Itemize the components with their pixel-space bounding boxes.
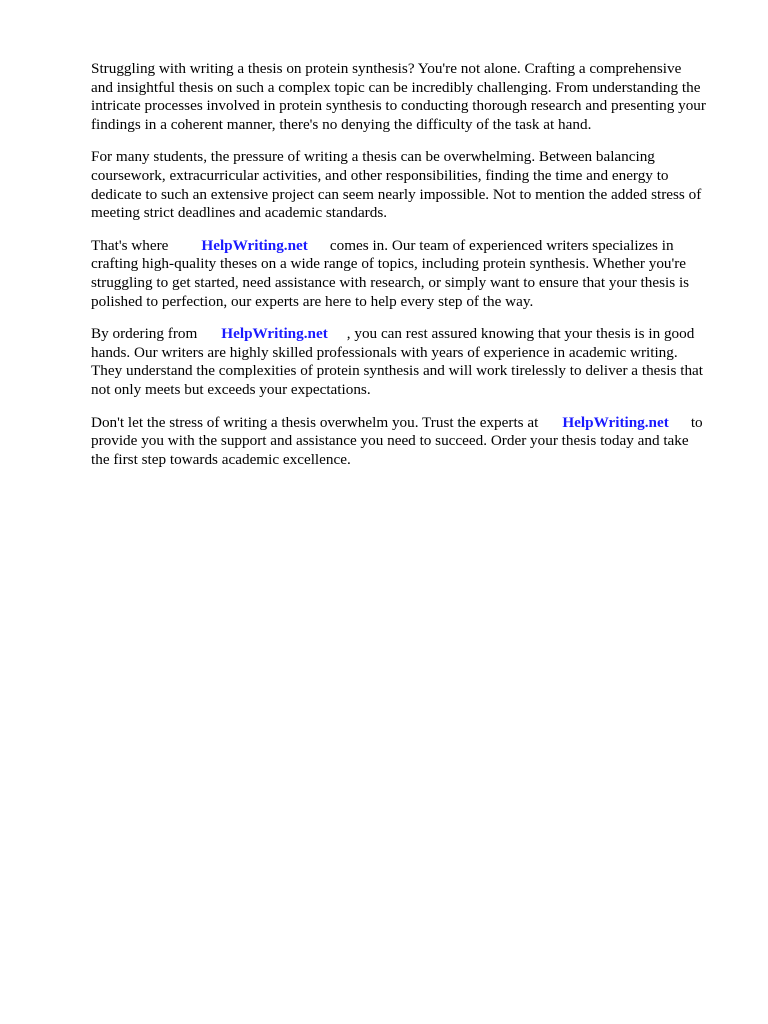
- helpwriting-link[interactable]: HelpWriting.net: [221, 325, 328, 343]
- text-line: provide you with the support and assistance you need to succeed. Order your thesis today and take: [91, 432, 689, 450]
- text-line: [91, 414, 731, 433]
- text-line: Struggling with writing a thesis on protein synthesis? You're not alone. Crafting a comprehensive: [91, 60, 682, 77]
- document-body: [91, 60, 731, 483]
- text-line: not only meets but exceeds your expectations.: [91, 380, 371, 398]
- text-line: hands. Our writers are highly skilled professionals with years of experience in academic writing.: [91, 343, 678, 361]
- text-line: For many students, the pressure of writing a thesis can be overwhelming. Between balancing: [91, 148, 655, 166]
- text-line: meeting strict deadlines and academic standards.: [91, 204, 388, 222]
- text-line: polished to perfection, our experts are here to help every step of the way.: [91, 292, 534, 310]
- text-line: struggling to get started, need assistance with research, or simply want to ensure that your thesis is: [91, 273, 690, 291]
- text-line: findings in a coherent manner, there's no denying the difficulty of the task at hand.: [91, 115, 592, 133]
- text-line: They understand the complexities of protein synthesis and will work tirelessly to deliver a thesis that: [91, 362, 704, 380]
- text-line: [91, 325, 731, 344]
- text-line: crafting high-quality theses on a wide range of topics, including protein synthesis. Whether you're: [91, 255, 687, 273]
- paragraph-ordering: [91, 325, 731, 399]
- text-line: and insightful thesis on such a complex topic can be incredibly challenging. From understanding the: [91, 78, 701, 96]
- paragraph-intro: [91, 60, 731, 134]
- text-fragment: to: [690, 413, 703, 431]
- text-fragment: That's where: [91, 236, 169, 254]
- text-line: dedicate to such an extensive project can seem nearly impossible. Not to mention the added stress of: [91, 185, 702, 203]
- text-fragment: , you can rest assured knowing that your thesis is in good: [346, 325, 695, 343]
- text-line: intricate processes involved in protein synthesis to conducting thorough research and presenting your: [91, 97, 706, 115]
- paragraph-thats-where: [91, 237, 731, 311]
- helpwriting-link[interactable]: HelpWriting.net: [201, 236, 308, 254]
- text-fragment: Don't let the stress of writing a thesis overwhelm you. Trust the experts at: [91, 413, 539, 431]
- text-line: coursework, extracurricular activities, and other responsibilities, finding the time and energy to: [91, 166, 669, 184]
- paragraph-pressure: [91, 148, 731, 222]
- helpwriting-link[interactable]: HelpWriting.net: [562, 413, 669, 431]
- text-fragment: comes in. Our team of experienced writers specializes in: [329, 236, 674, 254]
- text-line: the first step towards academic excellence.: [91, 450, 351, 468]
- paragraph-trust: [91, 414, 731, 470]
- text-line: [91, 237, 731, 256]
- text-fragment: By ordering from: [91, 325, 198, 343]
